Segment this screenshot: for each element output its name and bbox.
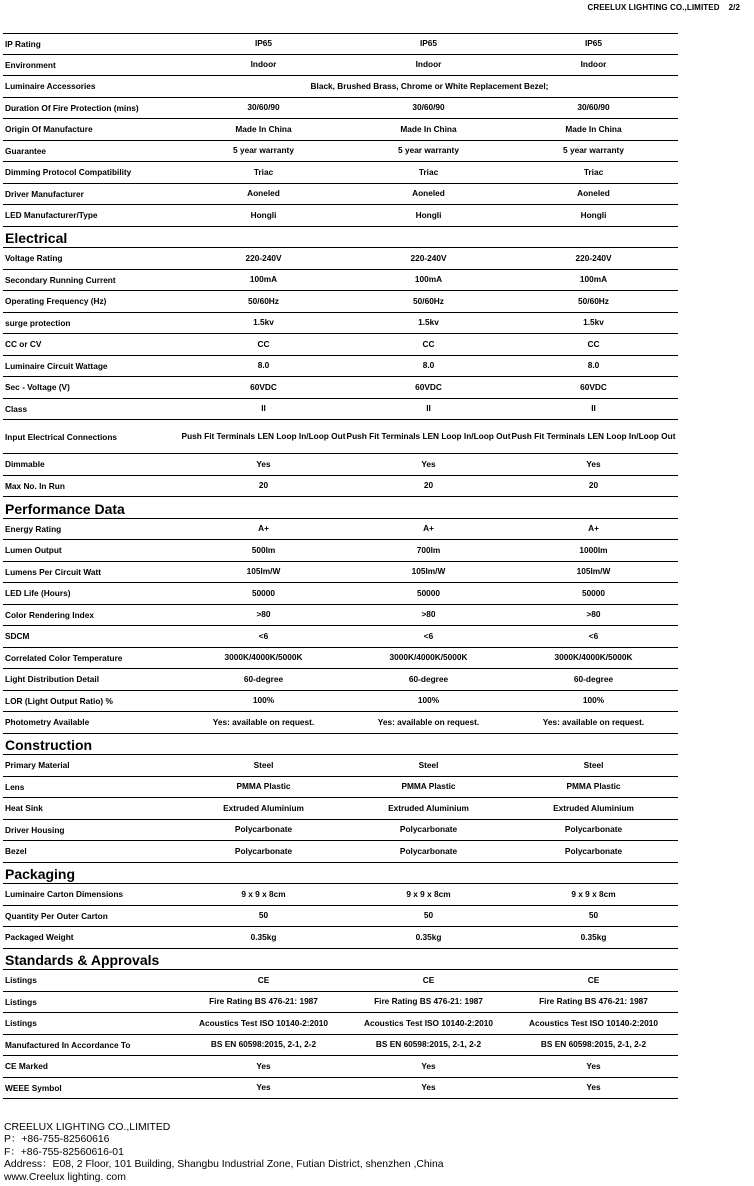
spec-row [3, 377, 678, 399]
spec-label: Dimming Protocol Compatibility [5, 167, 132, 178]
spec-value: 100% [417, 695, 440, 706]
spec-label: surge protection [5, 317, 71, 328]
spec-value: Hongli [415, 209, 442, 220]
spec-value: 20 [588, 480, 599, 491]
spec-value: Made In China [565, 123, 622, 134]
spec-row [3, 184, 678, 206]
spec-value: <6 [423, 630, 434, 641]
section-header-row [3, 497, 678, 519]
spec-value: Indoor [580, 59, 607, 70]
spec-value: 220-240V [575, 252, 612, 263]
spec-row [3, 98, 678, 120]
spec-value: Acoustics Test ISO 10140-2:2010 [529, 1017, 658, 1028]
spec-value: 30/60/90 [412, 102, 445, 113]
spec-value: Push Fit Terminals LEN Loop In/Loop Out [346, 431, 511, 441]
spec-value: PMMA Plastic [566, 781, 621, 792]
spec-row [3, 626, 678, 648]
spec-value: Polycarbonate [564, 845, 623, 856]
spec-value: 50/60Hz [413, 295, 444, 306]
spec-value-span: Black, Brushed Brass, Chrome or White Replacement Bezel; [310, 81, 549, 92]
section-header-row [3, 734, 678, 756]
spec-label: LED Manufacturer/Type [5, 210, 98, 221]
spec-row [3, 519, 678, 541]
spec-label: Listings [5, 1018, 37, 1029]
spec-value: Acoustics Test ISO 10140-2:2010 [364, 1017, 493, 1028]
spec-label: Luminaire Accessories [5, 81, 96, 92]
spec-row [3, 884, 678, 906]
spec-value: Yes [586, 1082, 601, 1093]
spec-value: A+ [423, 523, 434, 534]
spec-value: Made In China [400, 123, 457, 134]
spec-label: Correlated Color Temperature [5, 652, 123, 663]
spec-value: 9 x 9 x 8cm [406, 888, 451, 899]
spec-value: 220-240V [410, 252, 447, 263]
spec-label: SDCM [5, 631, 30, 642]
section-header-row [3, 949, 678, 971]
spec-value: Hongli [250, 209, 277, 220]
spec-row [3, 755, 678, 777]
spec-value: Yes [586, 458, 601, 469]
spec-value: 50000 [416, 587, 441, 598]
spec-label: Listings [5, 996, 37, 1007]
spec-row [3, 205, 678, 227]
footer-phone: P：+86-755-82560616 [4, 1134, 110, 1146]
spec-label: Input Electrical Connections [5, 431, 118, 442]
spec-label: Primary Material [5, 760, 70, 771]
spec-value: CC [587, 338, 600, 349]
spec-value: 500lm [251, 544, 276, 555]
spec-value: CE [422, 974, 435, 985]
spec-label: LOR (Light Output Ratio) % [5, 695, 113, 706]
spec-row [3, 399, 678, 421]
spec-row [3, 605, 678, 627]
spec-row [3, 313, 678, 335]
spec-row [3, 420, 678, 454]
spec-value: Yes: available on request. [542, 716, 645, 727]
spec-label: CE Marked [5, 1061, 48, 1072]
spec-label: Origin Of Manufacture [5, 124, 93, 135]
spec-value: Aoneled [412, 188, 445, 199]
spec-row [3, 119, 678, 141]
spec-value: Made In China [235, 123, 292, 134]
spec-value: Polycarbonate [399, 824, 458, 835]
spec-value: 1.5kv [583, 317, 604, 328]
spec-row [3, 291, 678, 313]
spec-value: 50 [423, 910, 434, 921]
section-title: Performance Data [5, 500, 125, 517]
spec-value: 5 year warranty [563, 145, 624, 156]
spec-value: Extruded Aluminium [388, 802, 469, 813]
spec-value: CC [422, 338, 435, 349]
spec-value: Extruded Aluminium [223, 802, 304, 813]
spec-row [3, 1056, 678, 1078]
spec-value: 100% [252, 695, 275, 706]
spec-label: Duration Of Fire Protection (mins) [5, 102, 139, 113]
spec-value: 30/60/90 [247, 102, 280, 113]
spec-label: Luminaire Carton Dimensions [5, 889, 124, 900]
spec-value: Yes [256, 1060, 271, 1071]
spec-value: PMMA Plastic [401, 781, 456, 792]
spec-row [3, 841, 678, 863]
spec-row [3, 334, 678, 356]
spec-value: 0.35kg [415, 931, 442, 942]
spec-value: <6 [588, 630, 599, 641]
spec-row [3, 248, 678, 270]
spec-row [3, 798, 678, 820]
spec-value: Yes [421, 1082, 436, 1093]
spec-value: Fire Rating BS 476-21: 1987 [374, 996, 483, 1007]
spec-value: 1.5kv [418, 317, 439, 328]
spec-value: 9 x 9 x 8cm [571, 888, 616, 899]
spec-row [3, 1035, 678, 1057]
spec-label: Lens [5, 781, 25, 792]
spec-label: Energy Rating [5, 523, 62, 534]
footer [4, 1122, 444, 1184]
spec-label: Photometry Available [5, 717, 90, 728]
spec-row [3, 540, 678, 562]
spec-row [3, 33, 678, 55]
footer-company: CREELUX LIGHTING CO.,LIMITED [4, 1122, 171, 1133]
spec-value: Aoneled [247, 188, 280, 199]
spec-label: IP Rating [5, 38, 41, 49]
spec-value: Steel [418, 759, 439, 770]
spec-value: 3000K/4000K/5000K [224, 652, 303, 663]
spec-value: Fire Rating BS 476-21: 1987 [539, 996, 648, 1007]
spec-value: 60-degree [408, 673, 449, 684]
spec-value: 8.0 [587, 360, 600, 371]
spec-label: Operating Frequency (Hz) [5, 296, 107, 307]
spec-value: Yes: available on request. [212, 716, 315, 727]
spec-value: 0.35kg [580, 931, 607, 942]
spec-value: A+ [588, 523, 599, 534]
spec-value: 60VDC [580, 381, 607, 392]
spec-value: 105lm/W [246, 566, 281, 577]
spec-value: II [591, 403, 596, 414]
spec-value: 50 [258, 910, 269, 921]
spec-value: 0.35kg [250, 931, 277, 942]
section-title: Packaging [5, 866, 76, 882]
spec-row [3, 356, 678, 378]
spec-value: Push Fit Terminals LEN Loop In/Loop Out [511, 431, 676, 441]
header-company: CREELUX LIGHTING CO.,LIMITED [587, 3, 720, 12]
spec-label: Lumen Output [5, 545, 62, 556]
spec-value: Fire Rating BS 476-21: 1987 [209, 996, 318, 1007]
spec-value: BS EN 60598:2015, 2-1, 2-2 [375, 1039, 482, 1050]
spec-label: Luminaire Circuit Wattage [5, 360, 108, 371]
spec-value: 100mA [579, 274, 608, 285]
spec-row [3, 970, 678, 992]
spec-row [3, 820, 678, 842]
spec-value: Triac [583, 166, 604, 177]
section-title: Construction [5, 737, 93, 753]
spec-value: 100mA [414, 274, 443, 285]
spec-label: Driver Housing [5, 824, 65, 835]
spec-value: 30/60/90 [577, 102, 610, 113]
spec-table [3, 33, 678, 1099]
spec-label: WEEE Symbol [5, 1082, 62, 1093]
spec-label: Driver Manufacturer [5, 188, 84, 199]
spec-row [3, 777, 678, 799]
spec-value: A+ [258, 523, 269, 534]
spec-value: CC [257, 338, 270, 349]
spec-value: Triac [418, 166, 439, 177]
spec-value: 5 year warranty [233, 145, 294, 156]
spec-label: Class [5, 403, 28, 414]
spec-value: 220-240V [245, 252, 282, 263]
spec-value: Polycarbonate [564, 824, 623, 835]
section-header-row [3, 227, 678, 249]
spec-row [3, 669, 678, 691]
spec-value: BS EN 60598:2015, 2-1, 2-2 [540, 1039, 647, 1050]
spec-row [3, 992, 678, 1014]
spec-value: Steel [583, 759, 604, 770]
spec-row [3, 927, 678, 949]
spec-label: Environment [5, 59, 56, 70]
spec-label: Bezel [5, 846, 27, 857]
spec-value: 20 [423, 480, 434, 491]
spec-value: PMMA Plastic [236, 781, 291, 792]
spec-value: Extruded Aluminium [553, 802, 634, 813]
spec-value: 60-degree [573, 673, 614, 684]
spec-value: 3000K/4000K/5000K [554, 652, 633, 663]
spec-value: >80 [421, 609, 436, 620]
spec-value: Yes [256, 458, 271, 469]
spec-value: 50/60Hz [248, 295, 279, 306]
spec-row [3, 162, 678, 184]
spec-row [3, 270, 678, 292]
spec-value: IP65 [254, 38, 273, 49]
spec-row [3, 76, 678, 98]
spec-value: 50 [588, 910, 599, 921]
spec-row [3, 648, 678, 670]
spec-value: 50000 [581, 587, 606, 598]
spec-value: Yes [421, 458, 436, 469]
spec-value: 50000 [251, 587, 276, 598]
spec-label: Manufactured In Accordance To [5, 1039, 131, 1050]
spec-label: Heat Sink [5, 803, 43, 814]
spec-value: BS EN 60598:2015, 2-1, 2-2 [210, 1039, 317, 1050]
spec-value: Acoustics Test ISO 10140-2:2010 [199, 1017, 328, 1028]
spec-value: IP65 [584, 38, 603, 49]
spec-value: 60VDC [250, 381, 277, 392]
spec-row [3, 906, 678, 928]
spec-value: 8.0 [257, 360, 270, 371]
spec-label: Packaged Weight [5, 932, 74, 943]
spec-row [3, 476, 678, 498]
spec-row [3, 141, 678, 163]
spec-row [3, 1013, 678, 1035]
spec-value: <6 [258, 630, 269, 641]
spec-label: Light Distribution Detail [5, 674, 100, 685]
spec-value: CE [257, 974, 270, 985]
spec-row [3, 583, 678, 605]
spec-value: II [426, 403, 431, 414]
spec-label: CC or CV [5, 339, 42, 350]
spec-value: Yes [421, 1060, 436, 1071]
spec-value: 105lm/W [411, 566, 446, 577]
spec-value: Aoneled [577, 188, 610, 199]
spec-value: 100% [582, 695, 605, 706]
page-number: 2/2 [728, 3, 740, 12]
spec-value: Indoor [415, 59, 442, 70]
spec-row [3, 55, 678, 77]
spec-label: Listings [5, 975, 37, 986]
spec-value: Triac [253, 166, 274, 177]
footer-website: www.Creelux lighting. com [4, 1171, 126, 1183]
spec-value: CE [587, 974, 600, 985]
spec-row [3, 454, 678, 476]
spec-value: 1000lm [579, 544, 608, 555]
spec-label: Quantity Per Outer Carton [5, 910, 108, 921]
spec-label: Sec - Voltage (V) [5, 382, 70, 393]
spec-row [3, 562, 678, 584]
spec-value: 8.0 [422, 360, 435, 371]
spec-row [3, 712, 678, 734]
spec-value: 1.5kv [253, 317, 274, 328]
page-header [587, 3, 740, 12]
spec-value: >80 [256, 609, 271, 620]
spec-value: 9 x 9 x 8cm [241, 888, 286, 899]
spec-value: Indoor [250, 59, 277, 70]
spec-value: Push Fit Terminals LEN Loop In/Loop Out [181, 431, 346, 441]
spec-value: >80 [586, 609, 601, 620]
spec-value: 700lm [416, 544, 441, 555]
section-title: Electrical [5, 230, 68, 246]
spec-value: II [261, 403, 266, 414]
spec-value: Polycarbonate [234, 824, 293, 835]
spec-label: Color Rendering Index [5, 609, 94, 620]
spec-value: 5 year warranty [398, 145, 459, 156]
spec-value: Polycarbonate [234, 845, 293, 856]
spec-value: 60VDC [415, 381, 442, 392]
spec-value: 3000K/4000K/5000K [389, 652, 468, 663]
spec-value: 50/60Hz [578, 295, 609, 306]
spec-value: 20 [258, 480, 269, 491]
spec-value: Yes: available on request. [377, 716, 480, 727]
spec-label: LED Life (Hours) [5, 588, 71, 599]
spec-row [3, 1078, 678, 1100]
spec-value: IP65 [419, 38, 438, 49]
spec-value: 105lm/W [576, 566, 611, 577]
spec-row [3, 691, 678, 713]
spec-label: Dimmable [5, 459, 45, 470]
spec-value: Steel [253, 759, 274, 770]
spec-value: 100mA [249, 274, 278, 285]
spec-value: Polycarbonate [399, 845, 458, 856]
spec-value: Hongli [580, 209, 607, 220]
spec-value: Yes [586, 1060, 601, 1071]
section-header-row [3, 863, 678, 885]
spec-label: Voltage Rating [5, 253, 63, 264]
spec-label: Lumens Per Circuit Watt [5, 566, 102, 577]
spec-label: Max No. In Run [5, 480, 65, 491]
spec-label: Guarantee [5, 145, 47, 156]
footer-fax: F：+86-755-82560616-01 [4, 1146, 124, 1158]
spec-value: 60-degree [243, 673, 284, 684]
section-title: Standards & Approvals [5, 952, 160, 968]
footer-address: Address：E08, 2 Floor, 101 Building, Shangbu Industrial Zone, Futian District, shenzhen ,China [4, 1159, 444, 1171]
spec-label: Secondary Running Current [5, 274, 116, 285]
spec-value: Yes [256, 1082, 271, 1093]
